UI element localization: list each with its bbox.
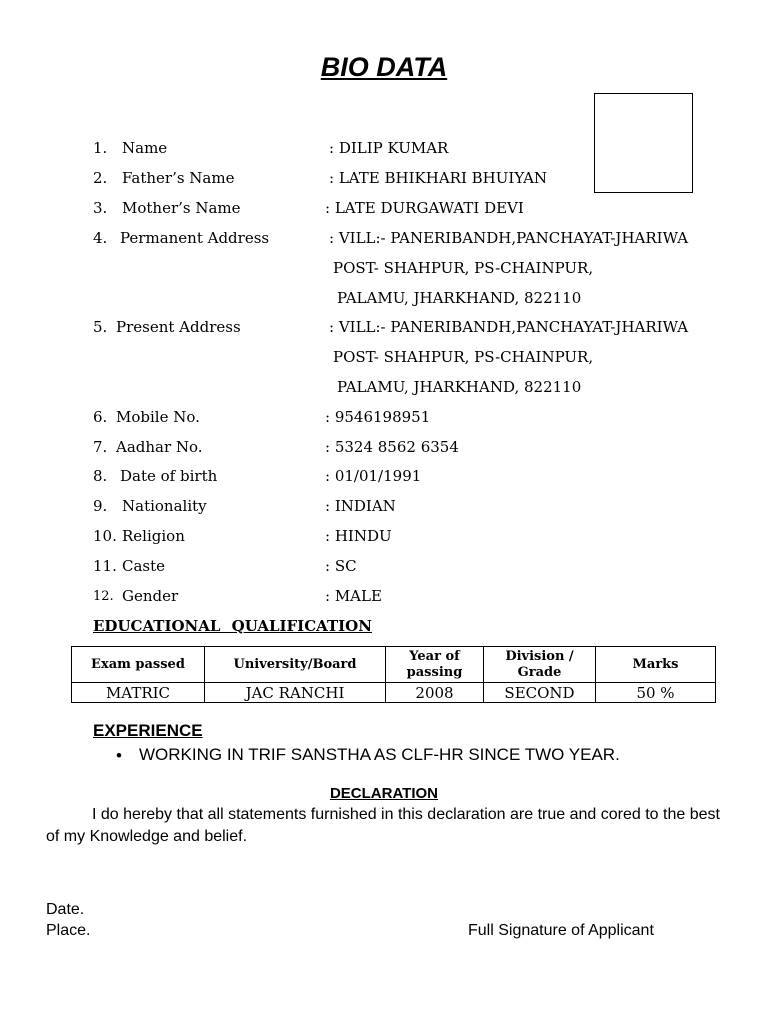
detail-label: Religion [122, 527, 185, 545]
detail-label: Present Address [116, 318, 241, 336]
signature-label: Full Signature of Applicant [468, 922, 654, 939]
bullet-icon: • [116, 746, 122, 765]
cell-university-board: JAC RANCHI [205, 683, 386, 703]
table-row [72, 683, 716, 703]
detail-label: Caste [122, 557, 166, 575]
detail-value: : 5324 8562 6354 [325, 438, 459, 456]
declaration-text: I do hereby that all statements furnished in this declaration are true and cored to the best of my Knowledge and belief. [46, 806, 720, 845]
education-table [71, 646, 716, 703]
detail-number: 7. [93, 438, 108, 456]
detail-value: : SC [325, 557, 357, 575]
detail-value: : MALE [325, 587, 382, 605]
detail-number: 4. [93, 229, 108, 247]
declaration-heading: DECLARATION [329, 785, 439, 802]
detail-number: 9. [93, 497, 108, 515]
detail-value: : VILL:- PANERIBANDH,PANCHAYAT-JHARIWA [329, 229, 689, 247]
photo-box [594, 93, 693, 193]
cell-marks: 50 % [596, 683, 716, 703]
detail-value: : VILL:- PANERIBANDH,PANCHAYAT-JHARIWA [329, 318, 689, 336]
detail-label: Name [122, 139, 168, 157]
date-label: Date. [46, 901, 85, 918]
detail-label: Date of birth [120, 467, 218, 485]
detail-label: Gender [122, 587, 179, 605]
header-division-grade: Division / Grade [484, 647, 596, 683]
detail-number: 12. [93, 589, 114, 604]
detail-number: 2. [93, 169, 108, 187]
header-university-board: University/Board [205, 647, 386, 683]
detail-value: : DILIP KUMAR [329, 139, 449, 157]
detail-value: : LATE DURGAWATI DEVI [325, 199, 524, 217]
education-heading: EDUCATIONAL QUALIFICATION [93, 617, 372, 635]
detail-number: 3. [93, 199, 108, 217]
experience-heading: EXPERIENCE [93, 721, 203, 740]
detail-number: 11. [93, 557, 117, 575]
detail-label: Aadhar No. [116, 438, 203, 456]
detail-number: 6. [93, 408, 108, 426]
detail-number: 8. [93, 467, 108, 485]
detail-label: Mother’s Name [122, 199, 241, 217]
detail-value: : HINDU [325, 527, 392, 545]
detail-value: : 9546198951 [325, 408, 431, 426]
header-exam-passed: Exam passed [72, 647, 205, 683]
detail-label: Nationality [122, 497, 207, 515]
table-header-row [72, 647, 716, 683]
detail-number: 5. [93, 318, 108, 336]
detail-value-continuation: PALAMU, JHARKHAND, 822110 [337, 378, 582, 396]
detail-value-continuation: POST- SHAHPUR, PS-CHAINPUR, [333, 348, 594, 366]
cell-exam-passed: MATRIC [72, 683, 205, 703]
cell-year-of-passing: 2008 [386, 683, 484, 703]
detail-value: : 01/01/1991 [325, 467, 422, 485]
detail-value: : LATE BHIKHARI BHUIYAN [329, 169, 548, 187]
detail-number: 10. [93, 527, 117, 545]
detail-label: Father’s Name [122, 169, 235, 187]
detail-label: Mobile No. [116, 408, 200, 426]
experience-item: WORKING IN TRIF SANSTHA AS CLF-HR SINCE TWO YEAR. [139, 745, 620, 764]
document-title: BIO DATA [320, 52, 448, 82]
detail-value-continuation: PALAMU, JHARKHAND, 822110 [337, 289, 582, 307]
detail-value: : INDIAN [325, 497, 396, 515]
cell-division-grade: SECOND [484, 683, 596, 703]
detail-number: 1. [93, 139, 108, 157]
place-label: Place. [46, 922, 91, 939]
header-year-of-passing: Year of passing [386, 647, 484, 683]
detail-label: Permanent Address [120, 229, 270, 247]
header-marks: Marks [596, 647, 716, 683]
detail-value-continuation: POST- SHAHPUR, PS-CHAINPUR, [333, 259, 594, 277]
